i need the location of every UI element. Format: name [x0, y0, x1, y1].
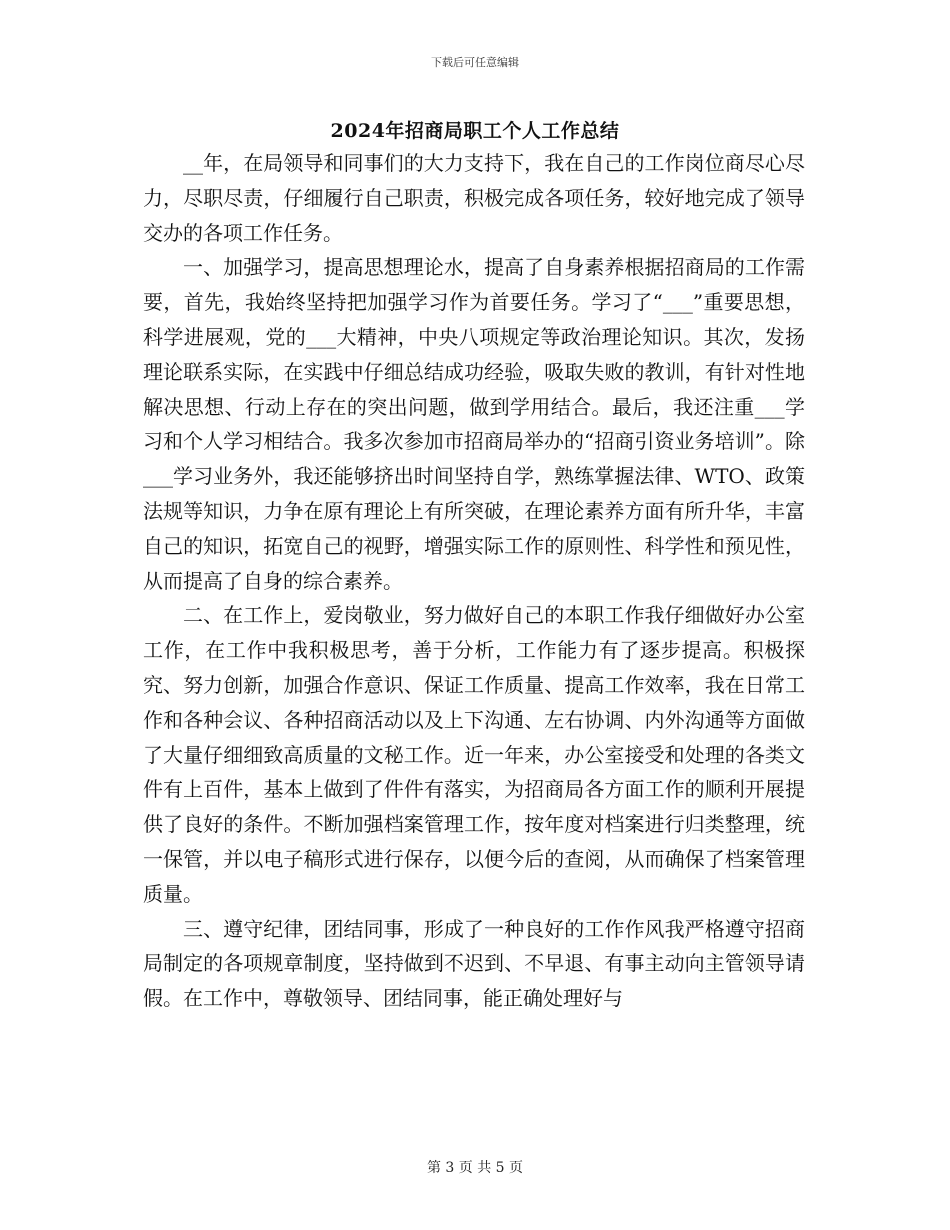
document-title: 2024年招商局职工个人工作总结 [330, 120, 620, 142]
page-number: 第 3 页 共 5 页 [426, 1160, 524, 1176]
section-one-paragraph: 一、加强学习，提高思想理论水，提高了自身素养根据招商局的工作需要，首先，我始终坚持把加强学习作为首要任务。学习了“___”重要思想，科学进展观，党的___大精神，中央八项规定等政治理论知识。其次，发扬理论联系实际，在实践中仔细总结成功经验，吸取失败的教训，有针对性地解决思想、行动上存在的突出问题，做到学用结合。最后，我还注重___学习和个人学习相结合。我多次参加市招商局举办的“招商引资业务培训”。除___学习业务外，我还能够挤出时间坚持自学，熟练掌握法律、WTO、政策法规等知识，力争在原有理论上有所突破，在理论素养方面有所升华，丰富自己的知识，拓宽自己的视野，增强实际工作的原则性、科学性和预见性，从而提高了自身的综合素养。 [143, 255, 805, 593]
section-three-paragraph: 三、遵守纪律，团结同事，形成了一种良好的工作作风我严格遵守招商局制定的各项规章制度，坚持做到不迟到、不早退、有事主动向主管领导请假。在工作中，尊敬领导、团结同事，能正确处理好与 [143, 916, 805, 1011]
document-body [143, 146, 805, 1016]
section-two-paragraph: 二、在工作上，爱岗敬业，努力做好自己的本职工作我仔细做好办公室工作，在工作中我积极思考，善于分析，工作能力有了逐步提高。积极探究、努力创新，加强合作意识、保证工作质量、提高工作效率，我在日常工作和各种会议、各种招商活动以及上下沟通、左右协调、内外沟通等方面做了大量仔细细致高质量的文秘工作。近一年来，办公室接受和处理的各类文件有上百件，基本上做到了件件有落实，为招商局各方面工作的顺利开展提供了良好的条件。不断加强档案管理工作，按年度对档案进行归类整理，统一保管，并以电子稿形式进行保存，以便今后的查阅，从而确保了档案管理质量。 [143, 603, 805, 906]
intro-paragraph: __年，在局领导和同事们的大力支持下，我在自己的工作岗位商尽心尽力，尽职尽责，仔细履行自己职责，积极完成各项任务，较好地完成了领导交办的各项工作任务。 [143, 151, 805, 245]
download-note: 下载后可任意编辑 [431, 56, 519, 69]
